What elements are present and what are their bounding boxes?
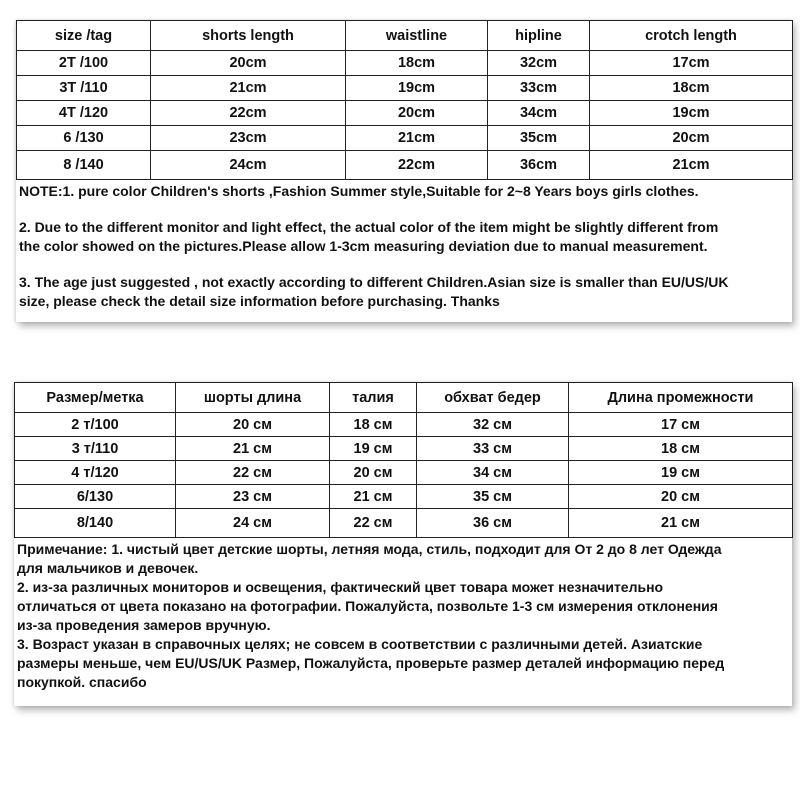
hipline-cell: 34 см xyxy=(417,461,569,485)
russian-size-table xyxy=(14,382,793,538)
waistline-cell: 20cm xyxy=(346,101,488,126)
header-waistline: талия xyxy=(330,383,417,413)
size-cell: 8 /140 xyxy=(17,151,151,180)
hipline-cell: 32cm xyxy=(488,51,590,76)
note-3-line-2: размеры меньше, чем EU/US/UK Размер, Пожалуйста, проверьте размер деталей информацию перед xyxy=(17,655,725,671)
table-header-row xyxy=(17,21,793,51)
shorts-length-cell: 20 см xyxy=(176,413,330,437)
table-row xyxy=(15,413,793,437)
hipline-cell: 35cm xyxy=(488,126,590,151)
shorts-length-cell: 23 см xyxy=(176,485,330,509)
crotch-length-cell: 17cm xyxy=(590,51,793,76)
hipline-cell: 35 см xyxy=(417,485,569,509)
table-row xyxy=(17,151,793,180)
table-row xyxy=(17,101,793,126)
header-size-tag: size /tag xyxy=(17,21,151,51)
note-1: NOTE:1. pure color Children's shorts ,Fashion Summer style,Suitable for 2~8 Years boys girls clothes. xyxy=(19,183,699,199)
table-row xyxy=(17,76,793,101)
hipline-cell: 33 см xyxy=(417,437,569,461)
table-header-row xyxy=(15,383,793,413)
crotch-length-cell: 20cm xyxy=(590,126,793,151)
waistline-cell: 22 см xyxy=(330,509,417,538)
header-shorts-length: shorts length xyxy=(151,21,346,51)
waistline-cell: 20 см xyxy=(330,461,417,485)
hipline-cell: 36 см xyxy=(417,509,569,538)
header-waistline: waistline xyxy=(346,21,488,51)
waistline-cell: 22cm xyxy=(346,151,488,180)
waistline-cell: 18 см xyxy=(330,413,417,437)
table-row xyxy=(15,509,793,538)
header-shorts-length: шорты длина xyxy=(176,383,330,413)
crotch-length-cell: 21cm xyxy=(590,151,793,180)
crotch-length-cell: 18cm xyxy=(590,76,793,101)
header-hipline: обхват бедер xyxy=(417,383,569,413)
note-2-line-1: 2. Due to the different monitor and light effect, the actual color of the item might be slightly different from xyxy=(19,219,719,235)
header-hipline: hipline xyxy=(488,21,590,51)
waistline-cell: 19cm xyxy=(346,76,488,101)
note-1-line-2: для мальчиков и девочек. xyxy=(17,560,199,576)
crotch-length-cell: 20 см xyxy=(569,485,793,509)
english-notes xyxy=(16,180,792,311)
size-cell: 3T /110 xyxy=(17,76,151,101)
shorts-length-cell: 24 см xyxy=(176,509,330,538)
shorts-length-cell: 23cm xyxy=(151,126,346,151)
russian-notes xyxy=(14,538,792,692)
hipline-cell: 34cm xyxy=(488,101,590,126)
crotch-length-cell: 18 см xyxy=(569,437,793,461)
crotch-length-cell: 19cm xyxy=(590,101,793,126)
header-size-tag: Размер/метка xyxy=(15,383,176,413)
crotch-length-cell: 21 см xyxy=(569,509,793,538)
note-3-line-1: 3. Возраст указан в справочных целях; не совсем в соответствии с различными детей. Азиатские xyxy=(17,636,703,652)
shorts-length-cell: 24cm xyxy=(151,151,346,180)
waistline-cell: 21 см xyxy=(330,485,417,509)
hipline-cell: 32 см xyxy=(417,413,569,437)
header-crotch-length: crotch length xyxy=(590,21,793,51)
table-row xyxy=(15,485,793,509)
english-size-table xyxy=(16,20,793,180)
shorts-length-cell: 22cm xyxy=(151,101,346,126)
size-cell: 6/130 xyxy=(15,485,176,509)
hipline-cell: 33cm xyxy=(488,76,590,101)
shorts-length-cell: 21cm xyxy=(151,76,346,101)
note-2-line-1: 2. из-за различных мониторов и освещения, фактический цвет товара может незначительно xyxy=(17,579,664,595)
size-cell: 4 т/120 xyxy=(15,461,176,485)
size-cell: 2 т/100 xyxy=(15,413,176,437)
size-cell: 6 /130 xyxy=(17,126,151,151)
note-3-line-3: покупкой. спасибо xyxy=(17,674,147,690)
waistline-cell: 19 см xyxy=(330,437,417,461)
size-cell: 3 т/110 xyxy=(15,437,176,461)
shorts-length-cell: 21 см xyxy=(176,437,330,461)
size-cell: 8/140 xyxy=(15,509,176,538)
note-3-line-1: 3. The age just suggested , not exactly according to different Children.Asian size is smaller than EU/US/UK xyxy=(19,274,729,290)
header-crotch-length: Длина промежности xyxy=(569,383,793,413)
table-row xyxy=(15,461,793,485)
hipline-cell: 36cm xyxy=(488,151,590,180)
shorts-length-cell: 22 см xyxy=(176,461,330,485)
english-size-chart xyxy=(16,20,792,322)
russian-size-chart xyxy=(14,382,792,706)
size-cell: 4T /120 xyxy=(17,101,151,126)
crotch-length-cell: 17 см xyxy=(569,413,793,437)
note-3-line-2: size, please check the detail size information before purchasing. Thanks xyxy=(19,293,500,309)
note-2-line-3: из-за проведения замеров вручную. xyxy=(17,617,271,633)
note-2-line-2: the color showed on the pictures.Please allow 1-3cm measuring deviation due to manual measurement. xyxy=(19,238,708,254)
size-cell: 2T /100 xyxy=(17,51,151,76)
note-1-line-1: Примечание: 1. чистый цвет детские шорты, летняя мода, стиль, подходит для От 2 до 8 лет Одежда xyxy=(17,541,722,557)
note-2-line-2: отличаться от цвета показано на фотографии. Пожалуйста, позвольте 1-3 см измерения отклонения xyxy=(17,598,718,614)
table-row xyxy=(17,51,793,76)
crotch-length-cell: 19 см xyxy=(569,461,793,485)
waistline-cell: 18cm xyxy=(346,51,488,76)
shorts-length-cell: 20cm xyxy=(151,51,346,76)
waistline-cell: 21cm xyxy=(346,126,488,151)
table-row xyxy=(15,437,793,461)
table-row xyxy=(17,126,793,151)
